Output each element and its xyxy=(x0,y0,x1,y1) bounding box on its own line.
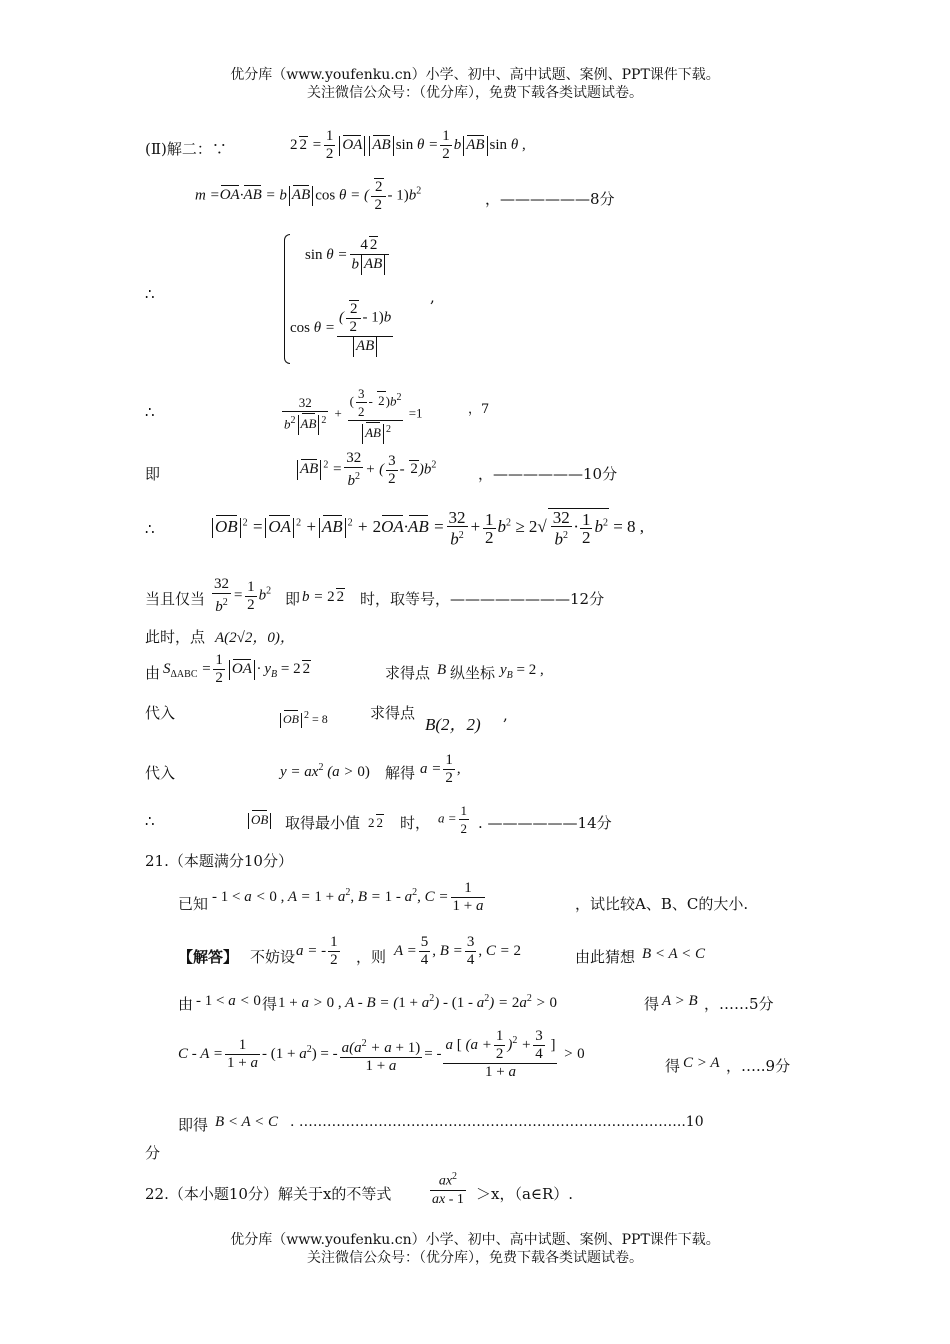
substitute-1: 代入 xyxy=(145,704,176,722)
therefore-1: ∴ xyxy=(145,285,155,303)
solution-intro: (Ⅱ)解二：∵ xyxy=(145,140,227,158)
therefore-4: ∴ xyxy=(145,812,155,830)
q21-score-tail: 分 xyxy=(145,1144,161,1162)
q21-assume-value: a = - $\frac{1}{2}$ xyxy=(296,934,338,968)
q21-title: 21.（本题满分10分） xyxy=(145,852,293,870)
q21-step1b: 1 + a > 0 , $A - B = (1 + a^2) - (1 - a^2) = 2a^2 > 0$ xyxy=(278,993,557,1011)
q21-dots-score: . ………………………………………………………………………..10 xyxy=(290,1114,704,1130)
formula-a-half: a = $\frac{1}{2}$ , xyxy=(420,752,461,786)
q21-c-gt-a: C > A xyxy=(683,1055,720,1071)
q21-guess-order: B < A < C xyxy=(642,946,706,962)
formula-ab-sq: AB $^2$ = $\frac{32}{b^2}$ + ( $\frac{3}{2}$ - $2)b^2$ xyxy=(295,450,436,490)
header-line-1: 优分库（www.youfenku.cn）小学、初中、高中试题、案例、PPT课件下载。 xyxy=(230,67,720,83)
area-prefix: 由 xyxy=(145,664,161,682)
formula-area: 2 2 = $\frac{1}{2}$ OA AB sin θ = $\frac{1}{2}$ b AB sin θ , xyxy=(290,128,526,162)
q21-values: A = $\frac{5}{4}$ , B = $\frac{3}{4}$ , C = 2 xyxy=(394,934,521,968)
header-line-2: 关注微信公众号：（优分库），免费下载各类试题试卷。 xyxy=(307,85,643,101)
formula-ob-abs: OB xyxy=(246,812,273,829)
area-b-label: 纵坐标 xyxy=(450,664,496,682)
therefore-2: ∴ xyxy=(145,403,155,421)
q22-title: 22.（本小题10分）解关于x的不等式 xyxy=(145,1185,392,1203)
q21-get-1: 得 xyxy=(262,995,278,1013)
final-when: 时， xyxy=(400,814,431,832)
system-comma: , xyxy=(430,288,435,306)
eq-mid: 即 xyxy=(285,590,301,608)
score-14: . ——————14分 xyxy=(478,814,612,832)
ji-label: 即 xyxy=(145,465,161,483)
formula-parabola: $y = ax^2$ (a > 0) xyxy=(280,762,370,780)
point-a: A(2√2，0)， xyxy=(215,630,295,646)
footer-line-2: 关注微信公众号：（优分库），免费下载各类试题试卷。 xyxy=(307,1250,643,1266)
q21-conditions: - 1 < a < 0 , $A = 1 + a^2$, $B = 1 - a^2$, C = $\frac{1}{1 + a}$ xyxy=(212,880,484,914)
q21-guess: 由此猜想 xyxy=(575,948,636,966)
formula-a-half-2: a = $\frac{1}{2}$ xyxy=(438,803,468,836)
q21-assume: 不妨设 xyxy=(250,948,296,966)
seven: ，7 xyxy=(468,402,490,417)
q21-score-9: ，…..9分 xyxy=(726,1057,791,1075)
footer-line-1: 优分库（www.youfenku.cn）小学、初中、高中试题、案例、PPT课件下载。 xyxy=(230,1232,720,1248)
score-8: ，——————8分 xyxy=(485,190,615,208)
area-mid: 求得点 xyxy=(385,664,431,682)
q21-get-3: 得 xyxy=(665,1057,681,1075)
q21-then: ，则 xyxy=(356,948,387,966)
q21-answer-label: 【解答】 xyxy=(178,948,239,966)
q21-c-minus-a: C - A = $\frac{1}{1 + a}$ - $(1 + a^2)$ = - $\frac{a(a^2 + a + 1)}{1 + a}$ = - a [ (a + $\frac{1}{2}$ )$^2$ + $\frac{3}{4}$ ] 1 + a > 0 xyxy=(178,1028,585,1080)
q21-score-5: ，……5分 xyxy=(704,995,774,1013)
q21-from: 由 xyxy=(178,995,194,1013)
q21-get-2: 得 xyxy=(644,995,660,1013)
system-sin: sin θ = $\frac{4 2}{\text{b AB}}$ xyxy=(305,236,391,275)
q21-step1: - 1 < a < 0 xyxy=(196,993,261,1009)
substitute-1-result: 求得点 xyxy=(370,704,416,722)
q21-compare: ，试比较A、B、C的大小. xyxy=(575,895,749,913)
q21-conclude: 即得 xyxy=(178,1116,209,1134)
q22-tail: ＞x，（a∈R）. xyxy=(476,1185,574,1203)
q21-a-gt-b: A > B xyxy=(662,993,698,1009)
formula-min-value: 2 2 xyxy=(368,815,383,830)
formula-yb: $y_B = 2$ , xyxy=(500,662,544,681)
formula-b-value: b = 2 2 xyxy=(302,589,345,605)
eq-end-score-12: 时，取等号，————————12分 xyxy=(360,590,605,608)
formula-ob-8: OB $^2$ = 8 xyxy=(278,710,328,728)
point-b-comma: , xyxy=(503,706,508,724)
therefore-3: ∴ xyxy=(145,520,155,538)
formula-triangle-area: $S_{\Delta ABC}$ = $\frac{1}{2}$ OA · $y_B = 2$ 2 xyxy=(163,652,311,686)
substitute-2: 代入 xyxy=(145,764,176,782)
score-10: ，——————10分 xyxy=(478,465,618,483)
final-mid: 取得最小值 xyxy=(285,814,361,832)
q21-final-order: B < A < C xyxy=(215,1114,279,1130)
q21-given: 已知 xyxy=(178,895,209,913)
formula-identity: $\frac{32}{b^2 AB ^2}$ + ( $\frac{3}{2}$ - $2)b^2$ AB $^2$ =1 xyxy=(280,385,423,444)
solve-label: 解得 xyxy=(385,764,416,782)
var-B: B xyxy=(437,662,447,678)
formula-m: m =OA·AB = b AB cos θ = ( $\frac{2}{2}$ - $1)b^2$ xyxy=(195,179,422,213)
system-cos: cos θ = ( $\frac{2}{2}$ - 1)b AB xyxy=(290,300,395,357)
point-b: B(2，2) xyxy=(425,715,481,734)
point-a-prefix: 此时，点 xyxy=(145,628,206,646)
formula-ob-sq: OB $^2$ = OA $^2$ + AB $^2$ + 2OA·AB = $\frac{32}{b^2}$ + $\frac{1}{2}$ $b^2 \ge 2√$ $\frac{32}{b^2}$ · $\frac{1}{2}$ $b^2 = 8$ , xyxy=(210,508,644,548)
q22-fraction: $\frac{ax^2}{ax - 1}$ xyxy=(428,1168,468,1208)
formula-eq-condition: $\frac{32}{b^2}$ = $\frac{1}{2}$ $b^2$ xyxy=(214,576,272,615)
eq-condition-label: 当且仅当 xyxy=(145,590,206,608)
